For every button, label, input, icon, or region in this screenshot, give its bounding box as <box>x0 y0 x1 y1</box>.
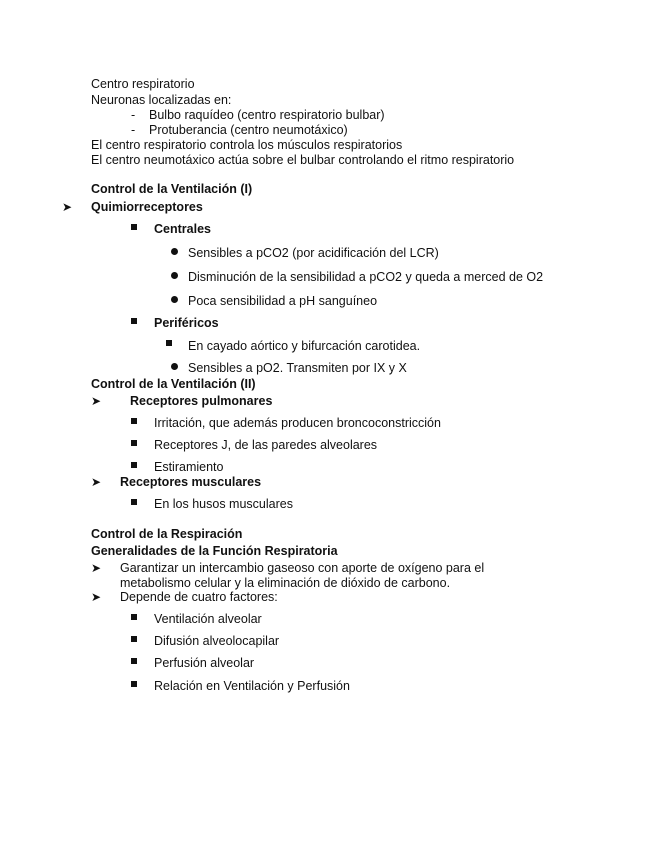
round-bullet-icon <box>171 296 178 303</box>
list-item: En cayado aórtico y bifurcación carotidea. <box>188 339 421 353</box>
list-item: Difusión alveolocapilar <box>154 634 280 648</box>
list-item: Disminución de la sensibilidad a pCO2 y queda a merced de O2 <box>188 270 544 284</box>
square-bullet-icon <box>131 462 137 468</box>
square-bullet-icon <box>131 681 137 687</box>
round-bullet-icon <box>171 248 178 255</box>
quimiorreceptores-label: Quimiorreceptores <box>91 200 203 214</box>
arrow-bullet-icon: ➤ <box>62 200 73 214</box>
list-item: Receptores J, de las paredes alveolares <box>154 438 378 452</box>
dash-marker: - <box>131 123 136 137</box>
list-item: Ventilación alveolar <box>154 612 262 626</box>
list-item: Sensibles a pCO2 (por acidificación del LCR) <box>188 246 439 260</box>
list-item: Bulbo raquídeo (centro respiratorio bulbar) <box>149 108 385 122</box>
arrow-bullet-icon: ➤ <box>91 561 102 575</box>
centrales-label: Centrales <box>154 222 211 236</box>
square-bullet-icon <box>131 440 137 446</box>
perifericos-label: Periféricos <box>154 316 219 330</box>
neuronas-line: Neuronas localizadas en: <box>91 93 232 107</box>
list-item: Relación en Ventilación y Perfusión <box>154 679 350 693</box>
list-item: Irritación, que además producen broncoconstricción <box>154 416 441 430</box>
list-item: Estiramiento <box>154 460 224 474</box>
text-line: El centro neumotáxico actúa sobre el bulbar controlando el ritmo respiratorio <box>91 153 515 167</box>
receptores-musculares-label: Receptores musculares <box>120 475 262 489</box>
list-item: Protuberancia (centro neumotáxico) <box>149 123 348 137</box>
list-item: Perfusión alveolar <box>154 656 255 670</box>
section-subheading: Generalidades de la Función Respiratoria <box>91 544 338 558</box>
list-item: Poca sensibilidad a pH sanguíneo <box>188 294 378 308</box>
text-line: metabolismo celular y la eliminación de dióxido de carbono. <box>120 576 451 590</box>
round-bullet-icon <box>171 272 178 279</box>
section-heading: Control de la Ventilación (I) <box>91 182 253 196</box>
text-line: Garantizar un intercambio gaseoso con aporte de oxígeno para el <box>120 561 485 575</box>
square-bullet-icon <box>166 340 172 346</box>
square-bullet-icon <box>131 499 137 505</box>
text-line: El centro respiratorio controla los músculos respiratorios <box>91 138 403 152</box>
arrow-bullet-icon: ➤ <box>91 394 102 408</box>
square-bullet-icon <box>131 658 137 664</box>
receptores-pulmonares-label: Receptores pulmonares <box>130 394 273 408</box>
section-heading: Control de la Ventilación (II) <box>91 377 256 391</box>
square-bullet-icon <box>131 418 137 424</box>
list-item: Sensibles a pO2. Transmiten por IX y X <box>188 361 407 375</box>
square-bullet-icon <box>131 224 137 230</box>
centro-respiratorio-title: Centro respiratorio <box>91 77 195 91</box>
section-heading: Control de la Respiración <box>91 527 243 541</box>
square-bullet-icon <box>131 318 137 324</box>
arrow-bullet-icon: ➤ <box>91 590 102 604</box>
round-bullet-icon <box>171 363 178 370</box>
dash-marker: - <box>131 108 136 122</box>
arrow-bullet-icon: ➤ <box>91 475 102 489</box>
square-bullet-icon <box>131 614 137 620</box>
square-bullet-icon <box>131 636 137 642</box>
text-line: Depende de cuatro factores: <box>120 590 278 604</box>
list-item: En los husos musculares <box>154 497 293 511</box>
